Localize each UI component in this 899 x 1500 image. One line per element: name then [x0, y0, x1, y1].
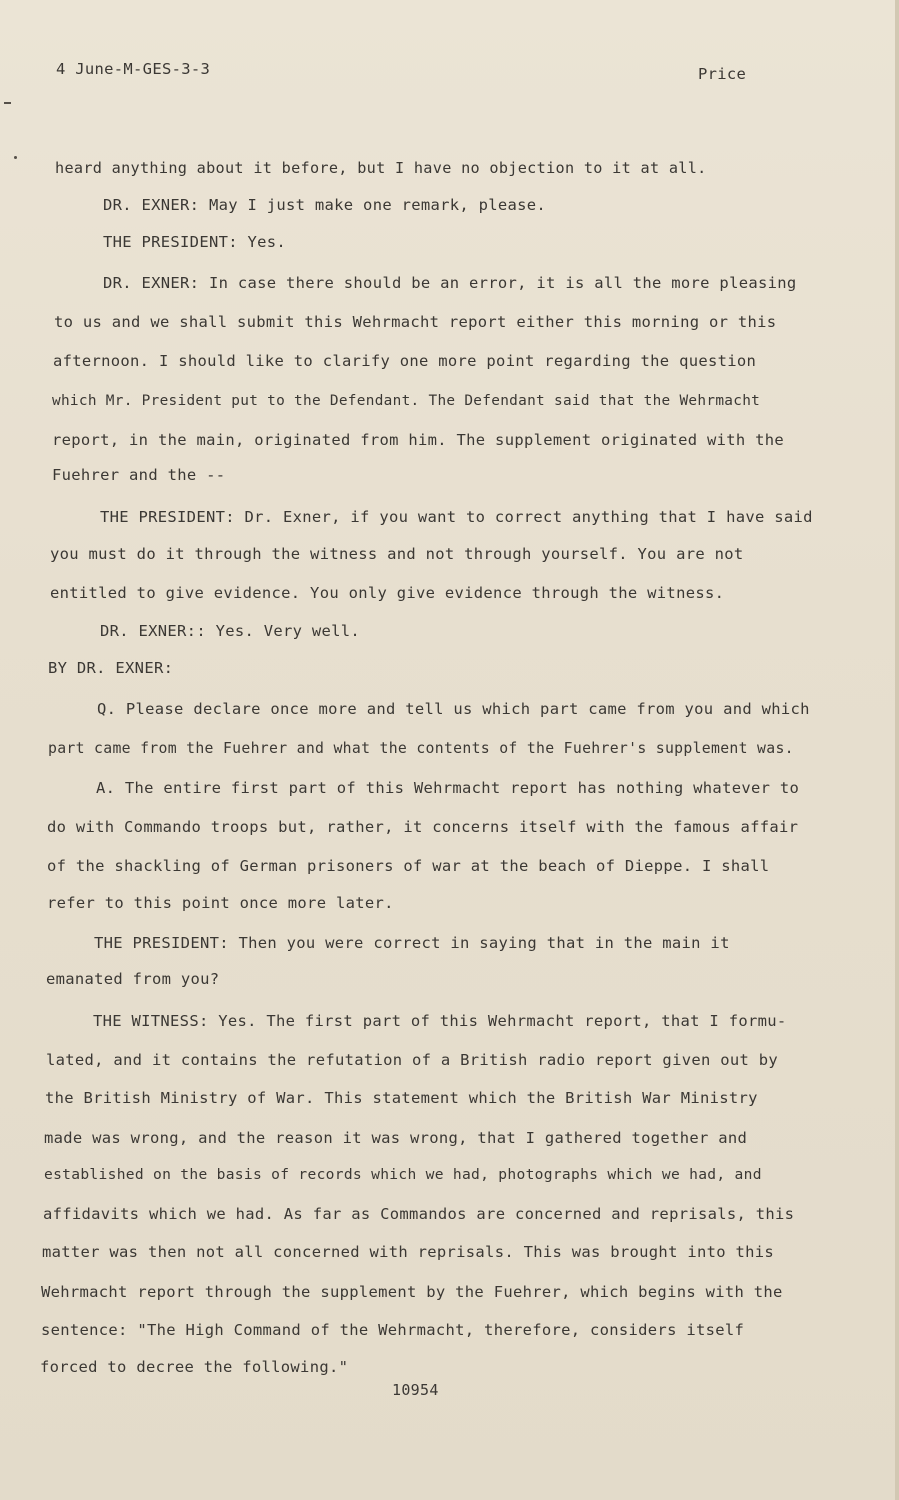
body-line: established on the basis of records which we had, photographs which we had, and: [44, 1166, 762, 1183]
body-line: DR. EXNER: May I just make one remark, please.: [103, 196, 547, 214]
body-line: which Mr. President put to the Defendant. The Defendant said that the Wehrmacht: [52, 393, 761, 409]
body-line: Wehrmacht report through the supplement by the Fuehrer, which begins with the: [41, 1283, 783, 1301]
margin-dot-mark: [14, 156, 17, 159]
body-line: you must do it through the witness and not through yourself. You are not: [50, 545, 744, 563]
body-line: heard anything about it before, but I have no objection to it at all.: [55, 159, 707, 177]
body-line: do with Commando troops but, rather, it concerns itself with the famous affair: [47, 818, 799, 836]
body-line: DR. EXNER:: Yes. Very well.: [100, 622, 361, 640]
body-line: sentence: "The High Command of the Wehrmacht, therefore, considers itself: [41, 1321, 745, 1339]
body-line: made was wrong, and the reason it was wrong, that I gathered together and: [44, 1129, 748, 1147]
body-line: emanated from you?: [46, 970, 220, 988]
body-line: afternoon. I should like to clarify one more point regarding the question: [53, 352, 757, 370]
body-line: A. The entire first part of this Wehrmacht report has nothing whatever to: [96, 779, 800, 797]
body-line: lated, and it contains the refutation of a British radio report given out by: [46, 1051, 779, 1069]
body-line: report, in the main, originated from him. The supplement originated with the: [52, 431, 785, 449]
body-line: forced to decree the following.": [40, 1358, 349, 1376]
body-line: the British Ministry of War. This statement which the British War Ministry: [45, 1089, 758, 1107]
body-line: of the shackling of German prisoners of war at the beach of Dieppe. I shall: [47, 857, 770, 875]
body-line: to us and we shall submit this Wehrmacht report either this morning or this: [54, 313, 777, 331]
body-line: affidavits which we had. As far as Commandos are concerned and reprisals, this: [43, 1205, 795, 1223]
body-line: DR. EXNER: In case there should be an error, it is all the more pleasing: [103, 274, 797, 292]
body-line: THE WITNESS: Yes. The first part of this Wehrmacht report, that I formu-: [93, 1012, 787, 1030]
document-reference: 4 June-M-GES-3-3: [56, 60, 211, 78]
body-line: Q. Please declare once more and tell us which part came from you and which: [97, 700, 810, 718]
body-line: refer to this point once more later.: [47, 894, 394, 912]
body-line: THE PRESIDENT: Then you were correct in saying that in the main it: [94, 934, 730, 952]
body-line: part came from the Fuehrer and what the contents of the Fuehrer's supplement was.: [48, 740, 794, 757]
body-line: THE PRESIDENT: Yes.: [103, 233, 287, 251]
body-line: THE PRESIDENT: Dr. Exner, if you want to correct anything that I have said: [100, 508, 813, 526]
margin-dash-mark: [4, 102, 11, 104]
body-line: Fuehrer and the --: [52, 466, 226, 484]
body-line: entitled to give evidence. You only give evidence through the witness.: [50, 584, 725, 602]
body-line: matter was then not all concerned with reprisals. This was brought into this: [42, 1243, 775, 1261]
page-number: 10954: [392, 1381, 439, 1399]
section-heading: BY DR. EXNER:: [48, 659, 174, 677]
reporter-name: Price: [698, 65, 747, 83]
